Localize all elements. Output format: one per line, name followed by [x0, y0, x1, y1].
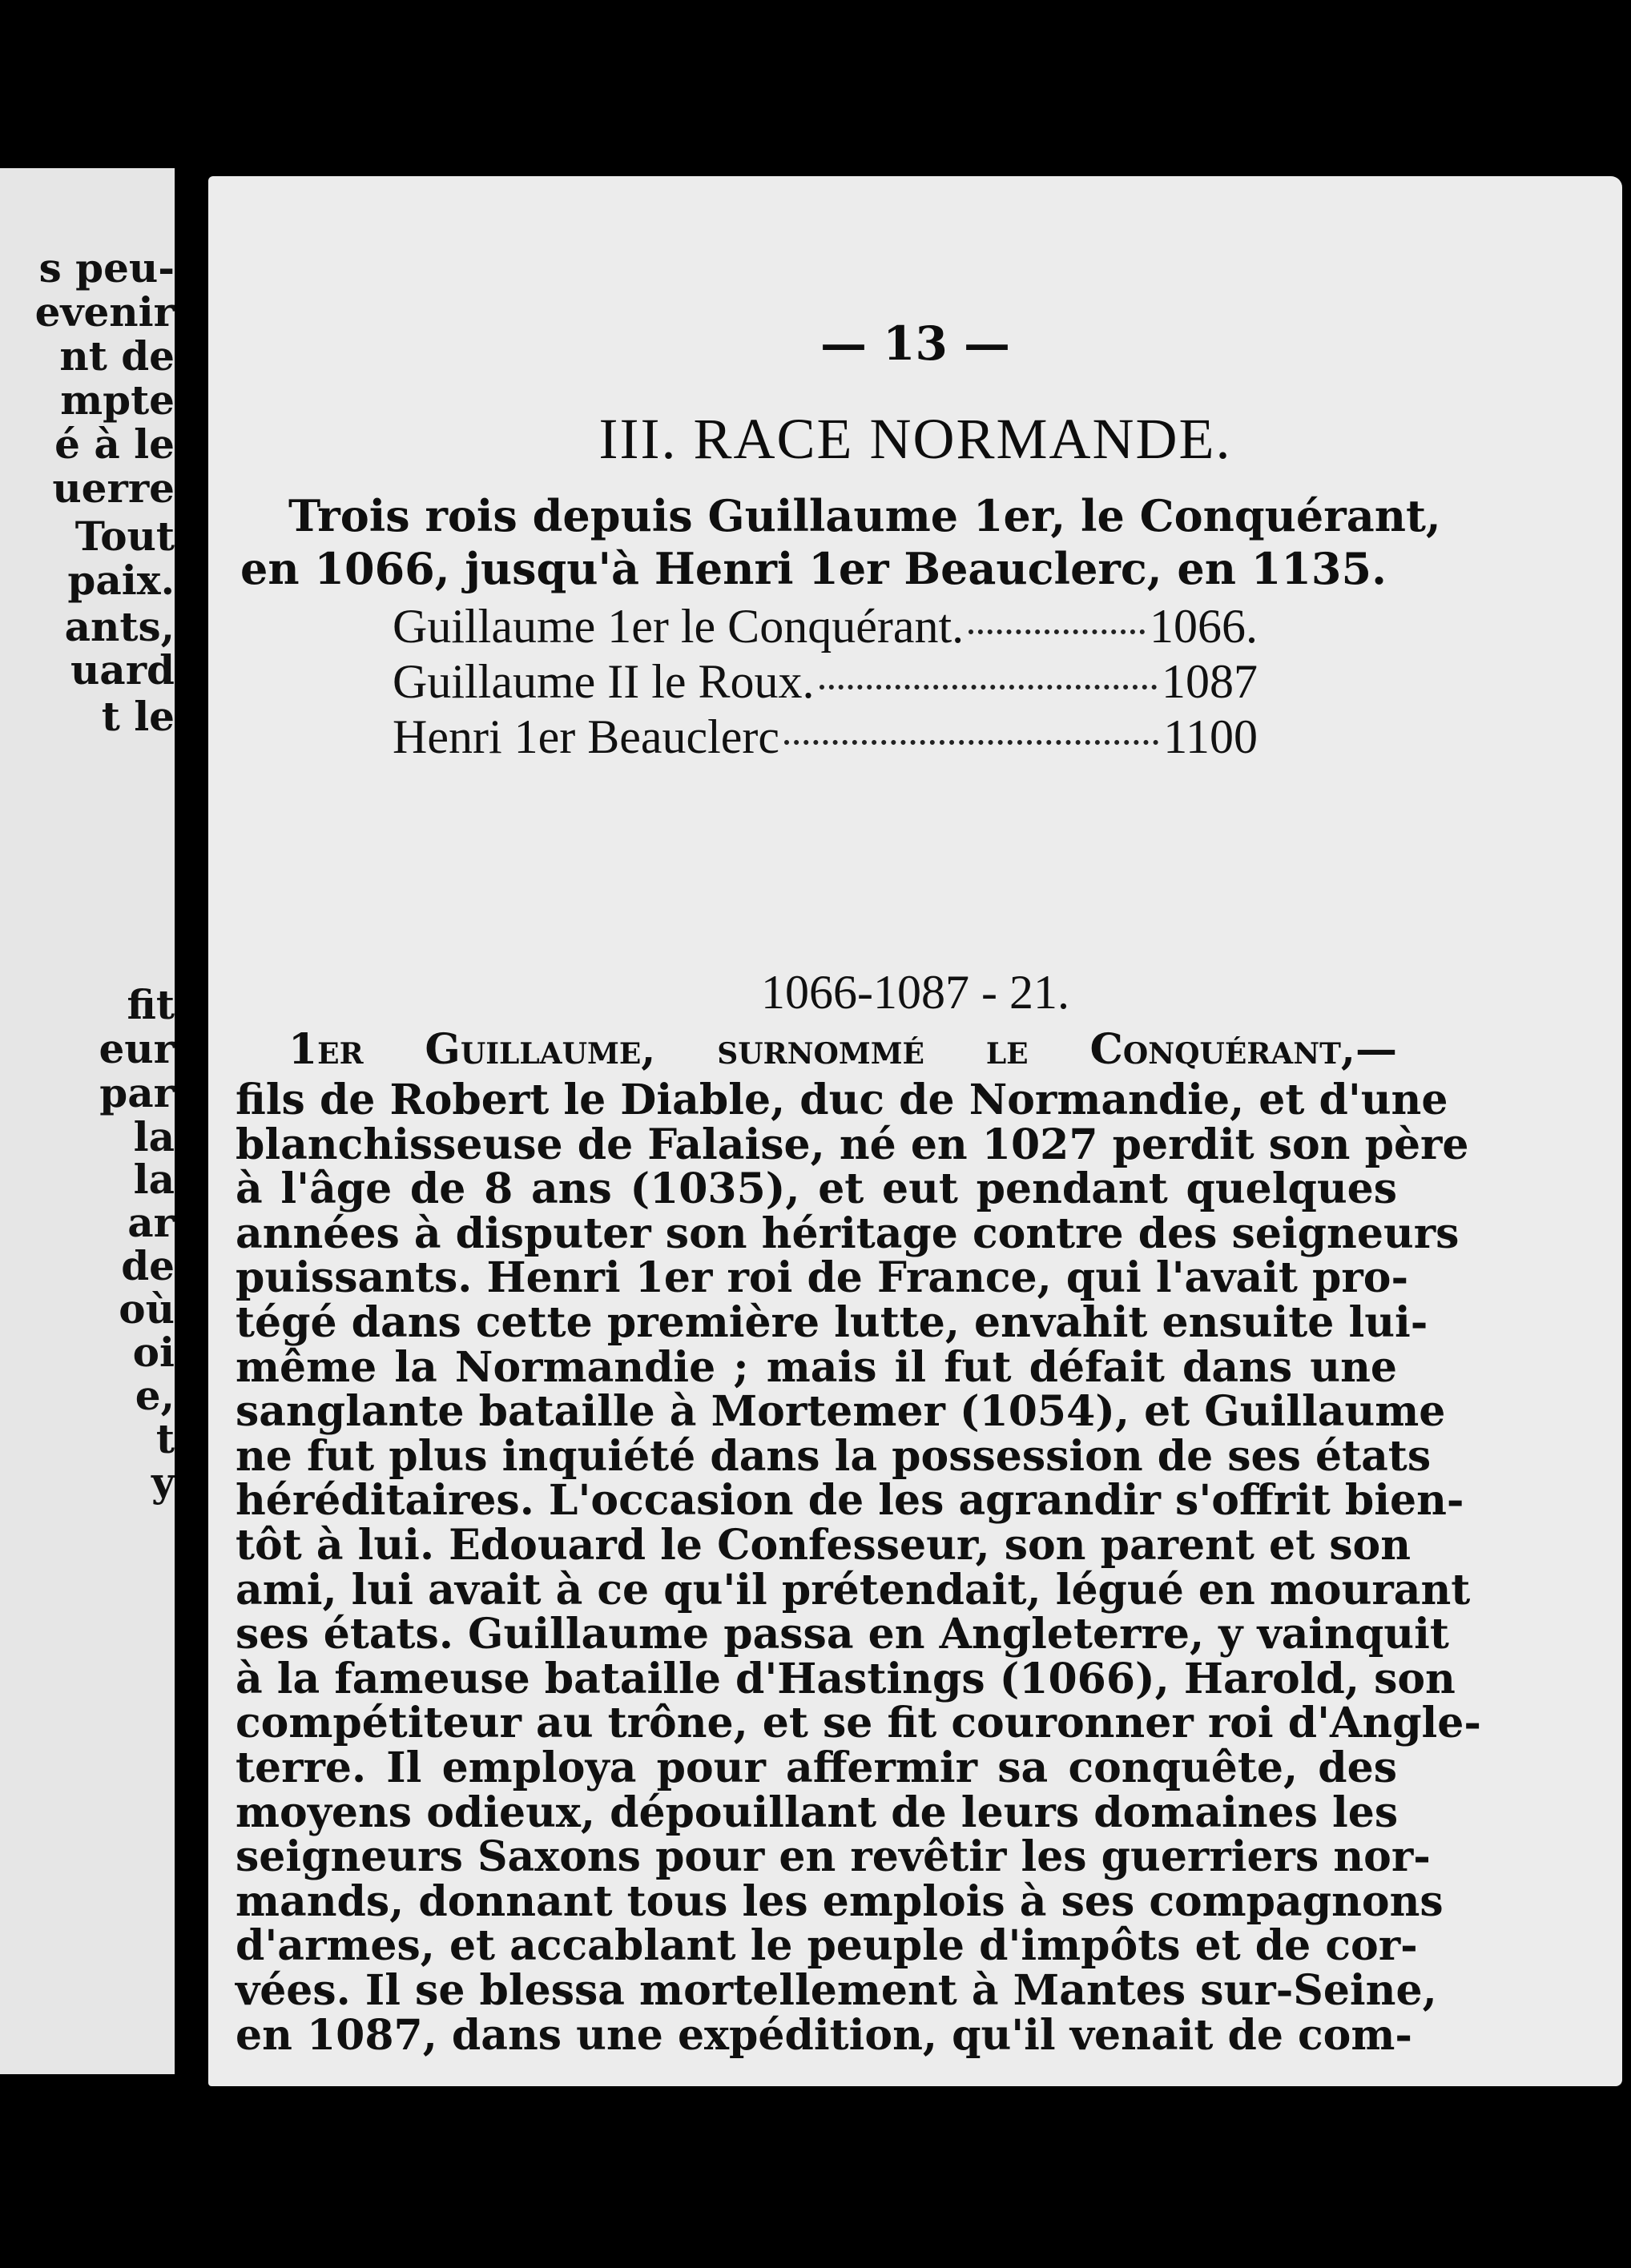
king-year: 1087 [1162, 655, 1258, 708]
body-line: à l'âge de 8 ans (1035), et eut pendant quelques [236, 1164, 1397, 1213]
body-line: même la Normandie ; mais il fut défait dans une [236, 1343, 1397, 1392]
body-line: moyens odieux, dépouillant de leurs domaines les [236, 1788, 1399, 1837]
body-line: blanchisseuse de Falaise, né en 1027 perdit son père [236, 1120, 1469, 1169]
left-page-fragment: t le [101, 693, 175, 740]
body-line: en 1087, dans une expédition, qu'il venait de com- [236, 2011, 1412, 2060]
body-line: sanglante bataille à Mortemer (1054), et Guillaume [236, 1387, 1446, 1436]
left-page-fragment: la [133, 1156, 175, 1203]
king-row [393, 710, 1258, 763]
body-line: ami, lui avait à ce qu'il prétendait, légué en mourant [236, 1566, 1471, 1615]
left-page-fragment: oi [132, 1329, 175, 1376]
body-line: tégé dans cette première lutte, envahit ensuite lui- [236, 1298, 1428, 1347]
body-line: héréditaires. L'occasion de les agrandir s'offrit bien- [236, 1476, 1464, 1525]
king-year: 1066. [1150, 600, 1258, 653]
left-page-fragment: uerre [52, 464, 175, 512]
left-page-fragment: ants, [64, 603, 175, 650]
left-page-fragment: s peu- [38, 244, 175, 292]
left-page-fragment: é à le [54, 420, 175, 468]
body-line: années à disputer son héritage contre des seigneurs [236, 1209, 1460, 1258]
body-lead: 1er Guillaume, surnommé le Conquérant,— [288, 1025, 1397, 1074]
body-line: fils de Robert le Diable, duc de Normandie, et d'une [236, 1076, 1448, 1124]
intro-line-2: en 1066, jusqu'à Henri 1er Beauclerc, en 1135. [240, 543, 1387, 594]
book-page [208, 176, 1622, 2086]
king-row [393, 600, 1258, 653]
left-page-fragment: e, [135, 1372, 175, 1419]
body-line: compétiteur au trône, et se fit couronner roi d'Angle- [236, 1699, 1481, 1747]
left-page-fragment: fit [127, 981, 175, 1028]
section-title: III. RACE NORMANDE. [598, 407, 1232, 471]
dot-leader [820, 685, 1157, 690]
body-first-line [288, 1025, 1397, 1074]
body-line: puissants. Henri 1er roi de France, qui l'avait pro- [236, 1253, 1409, 1302]
left-page-fragment: ar [127, 1199, 175, 1246]
left-page-fragment: Tout [75, 513, 175, 560]
body-line: tôt à lui. Edouard le Confesseur, son parent et son [236, 1521, 1412, 1570]
king-name: Guillaume 1er le Conquérant. [393, 600, 965, 653]
dot-leader [784, 740, 1158, 745]
left-page-fragment: paix. [67, 557, 175, 604]
body-line: d'armes, et accablant le peuple d'impôts et de cor- [236, 1921, 1418, 1970]
dot-leader [969, 629, 1145, 634]
left-page-fragment: nt de [59, 332, 175, 380]
left-facing-page [0, 168, 184, 2074]
left-page-fragment: t [155, 1415, 175, 1462]
body-line: terre. Il employa pour affermir sa conquête, des [236, 1743, 1397, 1792]
intro-line-1: Trois rois depuis Guillaume 1er, le Conquérant, [288, 490, 1441, 541]
scan-edge [1623, 0, 1631, 2268]
left-page-fragment: où [119, 1285, 175, 1333]
king-name: Henri 1er Beauclerc [393, 710, 780, 763]
left-page-fragment: eur [99, 1025, 175, 1072]
page-number: — 13 — [820, 316, 1011, 371]
reign-heading: 1066-1087 - 21. [761, 966, 1069, 1019]
left-page-fragment: la [133, 1113, 175, 1160]
page-gutter [175, 152, 211, 2090]
body-line: seigneurs Saxons pour en revêtir les guerriers nor- [236, 1832, 1431, 1881]
king-row [393, 657, 1258, 706]
body-line: ne fut plus inquiété dans la possession de ses états [236, 1432, 1432, 1481]
left-page-fragment: par [99, 1069, 175, 1116]
body-line: ses états. Guillaume passa en Angleterre, y vainquit [236, 1610, 1449, 1659]
left-page-fragment: y [151, 1458, 175, 1506]
left-page-fragment: evenir [34, 288, 175, 336]
body-line: à la fameuse bataille d'Hastings (1066), Harold, son [236, 1655, 1456, 1703]
king-name: Guillaume II le Roux. [393, 655, 815, 708]
left-page-fragment: mpte [60, 376, 175, 424]
king-year: 1100 [1163, 710, 1258, 763]
body-line: mands, donnant tous les emplois à ses compagnons [236, 1877, 1444, 1926]
left-page-fragment: de [121, 1242, 175, 1289]
body-line: vées. Il se blessa mortellement à Mantes sur-Seine, [236, 1966, 1437, 2015]
left-page-fragment: uard [70, 646, 175, 694]
